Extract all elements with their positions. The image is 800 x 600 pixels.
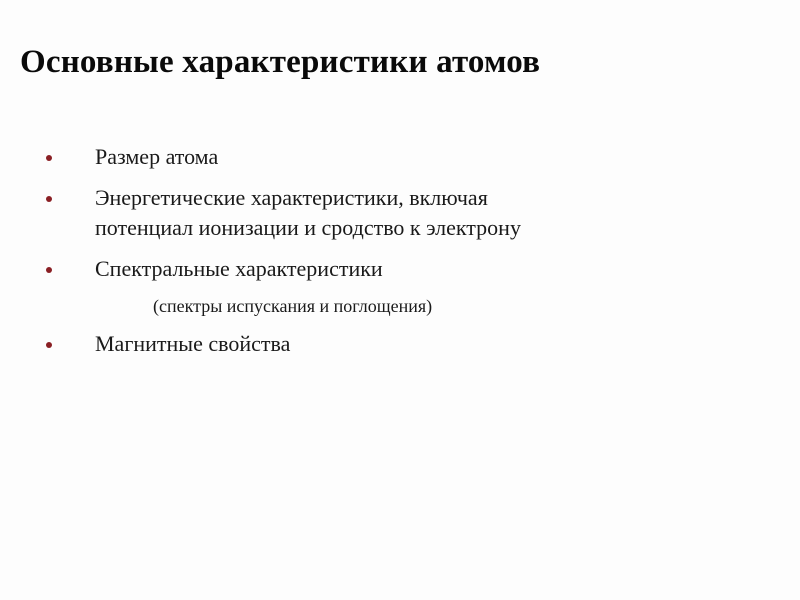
bullet-dot-icon (46, 267, 52, 273)
bullet-list (0, 142, 800, 370)
bullet-line: Энергетические характеристики, включая (95, 185, 488, 210)
bullet-item-energy (0, 183, 800, 243)
slide-title: Основные характеристики атомов (20, 44, 541, 80)
bullet-item-magnetic (0, 329, 800, 359)
bullet-text (95, 183, 800, 243)
bullet-text (95, 329, 800, 359)
bullet-dot-icon (46, 342, 52, 348)
bullet-line: Размер атома (95, 144, 219, 169)
bullet-dot-icon (46, 196, 52, 202)
bullet-sub-note: (спектры испускания и поглощения) (153, 296, 433, 316)
bullet-line: потенциал ионизации и сродство к электрону (95, 215, 521, 240)
bullet-item-spectral (0, 254, 800, 318)
bullet-line: Спектральные характеристики (95, 256, 383, 281)
bullet-text (95, 142, 800, 172)
bullet-item-atom-size (0, 142, 800, 172)
bullet-line: Магнитные свойства (95, 331, 291, 356)
bullet-dot-icon (46, 155, 52, 161)
bullet-text (95, 254, 800, 318)
